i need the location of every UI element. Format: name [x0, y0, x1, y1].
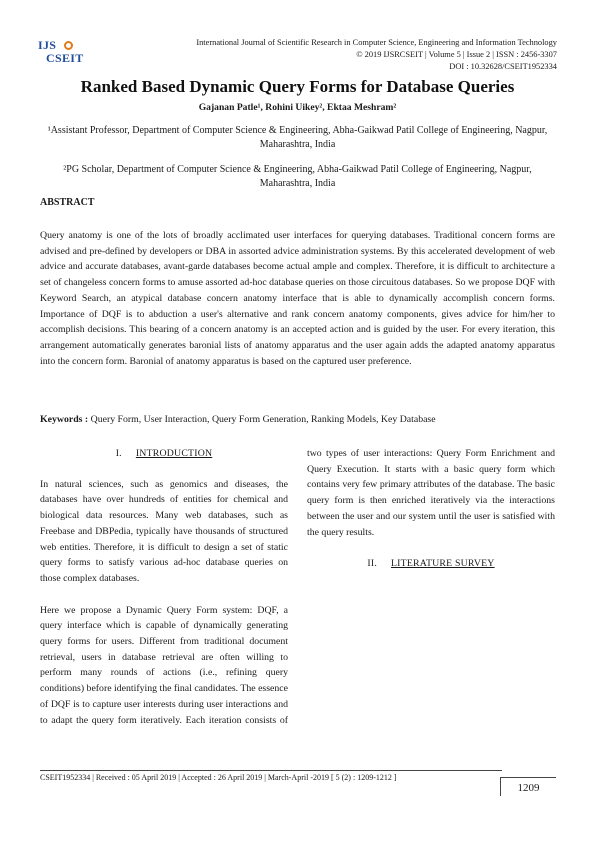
abstract-heading: ABSTRACT — [40, 197, 95, 208]
page-number: 1209 — [500, 777, 556, 796]
abstract-text: Query anatomy is one of the lots of broadly acclimated user interfaces for querying databases. Traditional concern forms are advised and pre-defined by developers or DBA in assorted advice administration systems. By this accelerated development of web advice and accurate databases, avant-garde databases become actual ample and complex. Therefore, it is difficult to architecture a set of changeless concern forms to amuse assorted ad-hoc database queries on those circuitous databases. So we propose DQF with Keyword Search, an atypical database concern anatomy interface that is able to dynamically accomplish concern forms. Importance of DQF is to abduction a user's alternative and rank concern anatomy components, gives advice for him/her to accomplish decisions. This bearing of a concern anatomy is an accepted action and is guided by the user. For every iteration, this arrangement automatically generates baronial lists of anatomy apparatus and the user again adds the adapted anatomy apparatus into the concern form. Baronial of anatomy apparatus is based on the captured user preference. — [40, 230, 555, 367]
section-title: LITERATURE SURVEY — [391, 558, 495, 570]
section-title: INTRODUCTION — [135, 448, 213, 459]
paper-title: Ranked Based Dynamic Query Forms for Database Queries — [80, 77, 515, 96]
journal-header — [117, 37, 557, 73]
intro-paragraph-2-continued: two types of user interactions: Query Form Enrichment and Query Execution. It starts with a basic query form which contains very few primary attributes of the database. The basic query form is then enriched iteratively via the interactions between the user and our system until the user is satisfied with the query results. — [307, 448, 555, 538]
journal-doi: DOI : 10.32628/CSEIT1952334 — [449, 62, 557, 71]
logo-ring-icon — [64, 41, 73, 50]
affiliation-1: ¹Assistant Professor, Department of Computer Science & Engineering, Abha-Gaikwad Patil College of Engineering, Nagpur, Maharashtra, India — [47, 125, 548, 150]
journal-volume: © 2019 IJSRCSEIT | Volume 5 | Issue 2 | ISSN : 2456-3307 — [356, 50, 557, 59]
keywords — [40, 413, 555, 427]
intro-paragraph-1: In natural sciences, such as genomics and diseases, the databases have over hundreds of entities for chemical and biological data resources. Many web databases, such as Freebase and DBPedia, typically have thousands of structured web entities. Therefore, it is difficult to design a set of static query forms to satisfy various ad-hoc database queries on those complex databases. — [40, 478, 288, 584]
keywords-label: Keywords : — [40, 414, 89, 425]
section-number: I. — [115, 448, 122, 459]
left-column — [40, 446, 288, 728]
journal-logo — [38, 38, 86, 66]
right-column — [307, 446, 555, 572]
paper-authors: Gajanan Patle¹, Rohini Uikey², Ektaa Meshram² — [198, 102, 397, 113]
journal-name: International Journal of Scientific Research in Computer Science, Engineering and Information Technology — [196, 38, 557, 47]
footer-text: CSEIT1952334 | Received : 05 April 2019 | Accepted : 26 April 2019 | March-April -2019 [ 5 (2) : 1209-1212 ] — [40, 773, 397, 782]
logo-text-top: IJS — [38, 38, 57, 52]
section-heading-introduction — [40, 446, 288, 462]
affiliation-2: ²PG Scholar, Department of Computer Science & Engineering, Abha-Gaikwad Patil College of Engineering, Nagpur, Maharashtra, India — [63, 164, 532, 189]
intro-paragraph-2: Here we propose a Dynamic Query Form system: DQF, a query interface which is capable of dynamically generating query forms for users. Different from traditional document retrieval, users in database retrieval are often willing to perform many rounds of actions (i.e., refining query conditions) before identifying the final candidates. The essence of DQF is to capture user interests during user interactions and to adapt the query form iteratively. Each iteration consists of — [40, 604, 288, 726]
logo-text-bottom: CSEIT — [46, 51, 84, 65]
keywords-list: Query Form, User Interaction, Query Form Generation, Ranking Models, Key Database — [88, 414, 436, 425]
section-number: II. — [367, 558, 377, 570]
section-heading-literature-survey — [307, 556, 555, 572]
footer-divider — [40, 770, 502, 771]
